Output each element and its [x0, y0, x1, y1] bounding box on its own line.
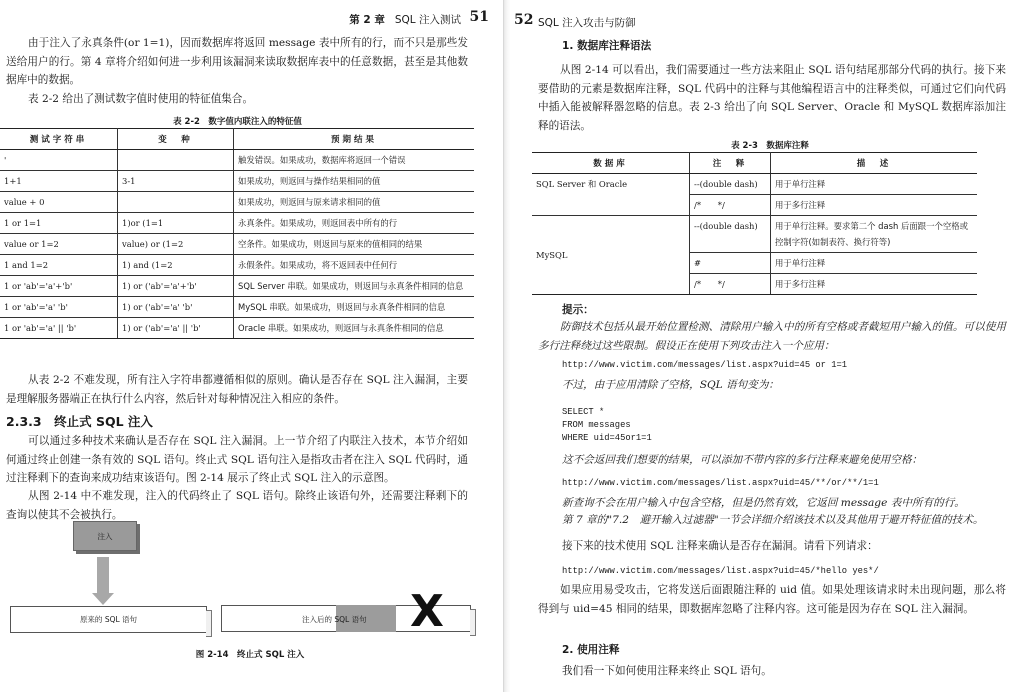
variant-cell: value) or (1=2: [118, 234, 234, 255]
column-header: 数据库: [532, 153, 690, 174]
figure-caption: 图 2-14 终止式 SQL 注入: [195, 650, 305, 660]
expected-result-cell: 如果成功，则返回与原来请求相同的值: [234, 192, 475, 213]
variant-cell: [118, 150, 234, 171]
test-string-cell: 1 or 'ab'='a' 'b': [0, 297, 118, 318]
tip-paragraph: 防御技术包括从最开始位置检测、清除用户输入中的所有空格或者截短用户输入的值。可以使用多行注释绕过这些限制。假设正在使用下列攻击注入一个应用：: [538, 321, 1006, 352]
down-arrow-icon: [92, 593, 114, 605]
paragraph: 由于注入了永真条件(or 1=1)，因而数据库将返回 message 表中所有的行，而不只是那些发送给用户的行。第 4 章将介绍如何进一步利用该漏洞来读取数据库表中的任意数据，甚至是其他数据库中的数据。: [6, 37, 468, 87]
table-2-2: [0, 128, 474, 339]
expected-result-cell: 触发错误。如果成功，数据库将返回一个错误: [234, 150, 475, 171]
page-number: 51: [469, 9, 489, 25]
expected-result-cell: 空条件。如果成功，则返回与原来的值相同的结果: [234, 234, 475, 255]
column-header: 预期结果: [234, 129, 475, 150]
test-string-cell: 1 or 'ab'='a'+'b': [0, 276, 118, 297]
comment-syntax-cell: --(double dash): [690, 174, 771, 195]
variant-cell: 1) or ('ab'='a' 'b': [118, 297, 234, 318]
paragraph: 从表 2-2 不难发现，所有注入字符串都遵循相似的原则。确认是否存在 SQL 注入漏洞，主要是理解服务器端正在执行什么内容，然后针对每种情况注入相应的条件。: [6, 374, 468, 405]
tip-paragraph: 新查询不会在用户输入中包含空格，但是仍然有效，它返回 message 表中所有的行。: [562, 497, 965, 509]
table-row: [0, 150, 474, 171]
table-row: [0, 213, 474, 234]
code-line: SELECT *: [562, 407, 605, 417]
code-line: FROM messages: [562, 420, 631, 430]
variant-cell: 1) or ('ab'='a'+'b': [118, 276, 234, 297]
x-mark-icon: X: [410, 586, 444, 637]
table-row: [532, 216, 977, 253]
test-string-cell: 1 or 1=1: [0, 213, 118, 234]
description-cell: 用于单行注释: [771, 174, 978, 195]
paragraph: 可以通过多种技术来确认是否存在 SQL 注入漏洞。上一节介绍了内联注入技术，本节介绍如何通过终止创建一条有效的 SQL 语句。终止式 SQL 语句注入是指攻击者在注入 SQL 代码时，通过注释剩下的查询来成功结束该语句。图 2-14 展示了终止式 SQL 注入的示意图。: [6, 435, 468, 485]
table-2-3: [532, 152, 977, 295]
table-row: [0, 297, 474, 318]
tip-paragraph: 这不会返回我们想要的结果，可以添加不带内容的多行注释来避免使用空格：: [562, 454, 923, 466]
tip-title: 提示：: [562, 304, 594, 316]
expected-result-cell: MySQL 串联。如果成功，则返回与永真条件相同的信息: [234, 297, 475, 318]
column-header: 测试字符串: [0, 129, 118, 150]
test-string-cell: ': [0, 150, 118, 171]
page-number: 52: [514, 12, 534, 28]
table-row: [0, 255, 474, 276]
column-header: 注 释: [690, 153, 771, 174]
code-url: http://www.victim.com/messages/list.aspx?uid=45/*hello yes*/: [562, 566, 879, 576]
book-title: SQL 注入攻击与防御: [538, 17, 636, 29]
running-header: [349, 12, 461, 27]
paragraph: 如果应用易受攻击，它将发送后面跟随注释的 uid 值。如果处理该请求时未出现问题，那么将得到与 uid=45 相同的结果，即数据库忽略了注释内容。这可能是因为存在 SQL 注入漏洞。: [538, 584, 1006, 615]
chapter-label: 第 2 章: [349, 14, 385, 26]
description-cell: 用于多行注释: [771, 195, 978, 216]
variant-cell: 1)or (1=1: [118, 213, 234, 234]
test-string-cell: 1 and 1=2: [0, 255, 118, 276]
code-url: http://www.victim.com/messages/list.aspx?uid=45 or 1=1: [562, 360, 848, 370]
variant-cell: 3-1: [118, 171, 234, 192]
table-row: [0, 171, 474, 192]
expected-result-cell: 如果成功，则返回与操作结果相同的值: [234, 171, 475, 192]
inject-box: 注入: [73, 521, 137, 551]
column-header: 变 种: [118, 129, 234, 150]
code-url: http://www.victim.com/messages/list.aspx?uid=45/**/or/**/1=1: [562, 478, 879, 488]
test-string-cell: value + 0: [0, 192, 118, 213]
description-cell: 用于单行注释。要求第二个 dash 后面跟一个空格或控制字符(如制表符、换行符等): [771, 216, 978, 253]
comment-syntax-cell: /* */: [690, 195, 771, 216]
table-caption: 表 2-3 数据库注释: [731, 141, 809, 151]
paragraph: 从图 2-14 中不难发现，注入的代码终止了 SQL 语句。除终止该语句外，还需要注释剩下的查询以使其不会被执行。: [6, 490, 468, 521]
subheading: 2. 使用注释: [562, 644, 620, 656]
paragraph: 从图 2-14 可以看出，我们需要通过一些方法来阻止 SQL 语句结尾那部分代码的执行。接下来要借助的元素是数据库注释，SQL 代码中的注释与其他编程语言中的注释类似，可通过它们向代码中插入能被解释器忽略的信息。表 2-3 给出了向 SQL Server、Oracle 和 MySQL 数据库添加注释的语法。: [538, 64, 1006, 132]
comment-syntax-cell: /* */: [690, 274, 771, 295]
table-row: [0, 192, 474, 213]
paragraph: 我们看一下如何使用注释来终止 SQL 语句。: [562, 665, 772, 677]
code-line: WHERE uid=45or1=1: [562, 433, 652, 443]
test-string-cell: value or 1=2: [0, 234, 118, 255]
comment-syntax-cell: #: [690, 253, 771, 274]
paragraph: 表 2-2 给出了测试数字值时使用的特征值集合。: [28, 93, 254, 105]
expected-result-cell: SQL Server 串联。如果成功，则返回与永真条件相同的信息: [234, 276, 475, 297]
section-heading: 2.3.3 终止式 SQL 注入: [6, 414, 153, 429]
paragraph: 接下来的技术使用 SQL 注释来确认是否存在漏洞。请看下列请求：: [562, 540, 878, 552]
code-block: [562, 406, 652, 445]
expected-result-cell: Oracle 串联。如果成功，则返回与永真条件相同的信息: [234, 318, 475, 339]
variant-cell: 1) and (1=2: [118, 255, 234, 276]
tip-paragraph: 不过，由于应用清除了空格，SQL 语句变为：: [562, 379, 780, 391]
database-cell: SQL Server 和 Oracle: [532, 174, 690, 216]
column-header: 描 述: [771, 153, 978, 174]
test-string-cell: 1 or 'ab'='a' || 'b': [0, 318, 118, 339]
arrow-shaft: [97, 557, 109, 593]
variant-cell: 1) or ('ab'='a' || 'b': [118, 318, 234, 339]
original-sql-label: 原来的 SQL 语句: [79, 615, 138, 624]
variant-cell: [118, 192, 234, 213]
database-cell: MySQL: [532, 216, 690, 295]
injected-sql-label: 注入后的 SQL 语句: [302, 615, 367, 624]
test-string-cell: 1+1: [0, 171, 118, 192]
expected-result-cell: 永假条件。如果成功，将不返回表中任何行: [234, 255, 475, 276]
table-row: [532, 174, 977, 195]
table-caption: 表 2-2 数字值内联注入的特征值: [173, 117, 302, 127]
comment-syntax-cell: --(double dash): [690, 216, 771, 253]
chapter-title: SQL 注入测试: [394, 14, 461, 26]
right-page: [510, 0, 1024, 692]
expected-result-cell: 永真条件。如果成功，则返回表中所有的行: [234, 213, 475, 234]
original-sql-box: [10, 606, 207, 633]
description-cell: 用于多行注释: [771, 274, 978, 295]
tip-paragraph: 第 7 章的"7.2 避开输入过滤器"一节会详细介绍该技术以及其他用于避开特征值的技术。: [562, 514, 984, 526]
table-row: [0, 234, 474, 255]
description-cell: 用于单行注释: [771, 253, 978, 274]
left-page: [0, 0, 503, 692]
table-row: [0, 318, 474, 339]
subheading: 1. 数据库注释语法: [562, 40, 652, 52]
table-row: [0, 276, 474, 297]
